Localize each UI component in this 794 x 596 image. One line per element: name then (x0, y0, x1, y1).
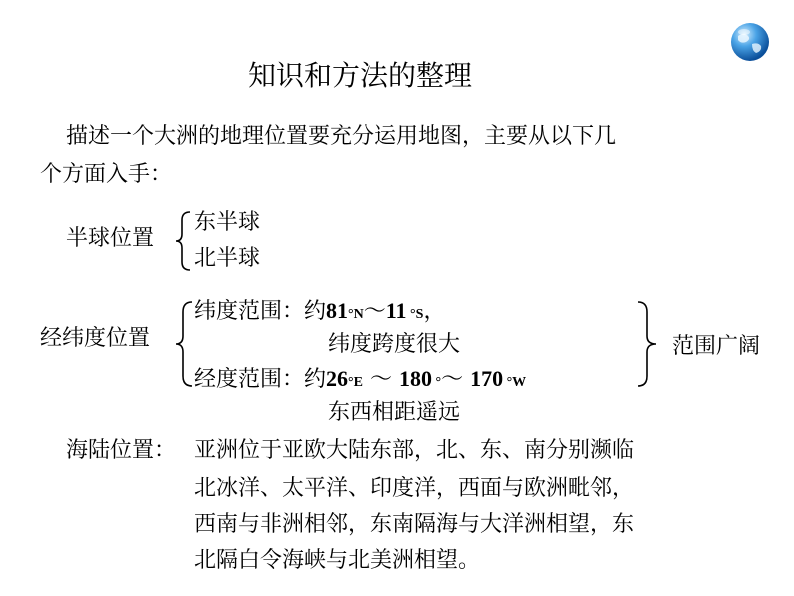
longitude-east-unit: °E (348, 375, 363, 390)
latlon-brace (174, 300, 194, 388)
longitude-mid-unit: ° (431, 375, 442, 390)
longitude-mid-value: 180 (398, 366, 432, 391)
intro-line-1: 描述一个大洲的地理位置要充分运用地图，主要从以下几 (66, 124, 617, 149)
latitude-south-unit: °S (406, 307, 424, 322)
latitude-north-unit: °N (348, 307, 364, 322)
sea-land-line-1: 亚洲位于亚欧大陆东部，北、东、南分别濒临 (194, 438, 635, 463)
longitude-separator-1: ～ (362, 367, 399, 392)
sea-land-line-3: 西南与非洲相邻，东南隔海与大洋洲相望，东 (194, 512, 635, 537)
latitude-note: 纬度跨度很大 (328, 332, 461, 357)
sea-land-line-2: 北冰洋、太平洋、印度洋，西面与欧洲毗邻， (194, 476, 635, 501)
longitude-west-unit: °W (503, 375, 527, 390)
longitude-note: 东西相距遥远 (328, 400, 461, 425)
page-title: 知识和方法的整理 (248, 59, 473, 92)
summary-text: 范围广阔 (672, 334, 761, 359)
sea-land-line-4: 北隔白令海峡与北美洲相望。 (194, 548, 481, 573)
latitude-end-punct: ， (423, 299, 446, 324)
latitude-south-value: 11 (385, 298, 407, 323)
hemisphere-brace (174, 210, 192, 272)
latitude-range (194, 296, 445, 330)
latitude-separator: ～ (363, 299, 386, 324)
intro-line-2: 个方面入手： (40, 162, 173, 187)
latitude-label: 纬度范围：约 (194, 299, 327, 324)
summary-brace (636, 300, 658, 388)
hemisphere-item-east: 东半球 (194, 210, 261, 235)
hemisphere-item-north: 北半球 (194, 246, 261, 271)
latlon-label: 经纬度位置 (40, 326, 151, 351)
longitude-separator-2: ～ (441, 367, 471, 392)
globe-icon (730, 22, 770, 62)
longitude-range (194, 364, 526, 398)
latitude-north-value: 81 (326, 298, 349, 323)
longitude-west-value: 170 (470, 366, 504, 391)
hemisphere-label: 半球位置 (66, 226, 155, 251)
sea-land-label: 海陆位置： (66, 438, 177, 463)
longitude-east-value: 26 (326, 366, 349, 391)
longitude-label: 经度范围：约 (194, 367, 327, 392)
